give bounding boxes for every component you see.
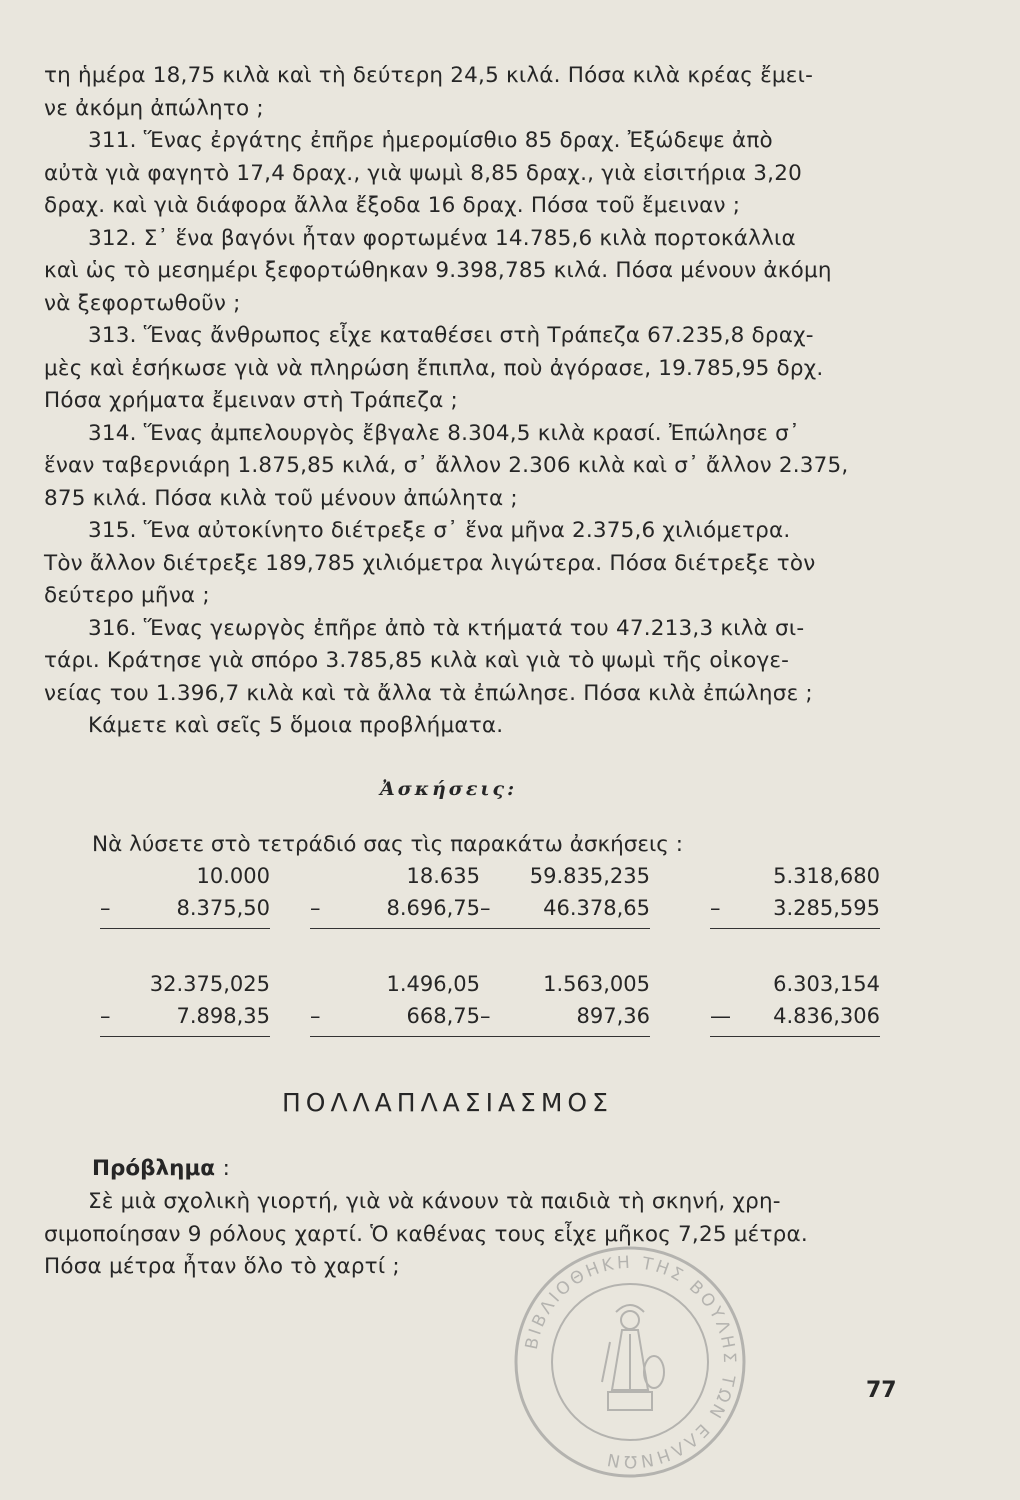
exercise-grid [100, 860, 880, 1060]
minus-sign: – [310, 896, 321, 920]
athena-figure-icon [602, 1305, 664, 1410]
subtraction-exercise [480, 968, 650, 1037]
problems-line: αὐτὰ γιὰ φαγητὸ 17,4 δραχ., γιὰ ψωμὶ 8,85 δραχ., γιὰ εἰσιτήρια 3,20 [44, 160, 802, 186]
minuend: 1.496,05 [386, 972, 480, 996]
problem-label-colon: : [222, 1156, 230, 1181]
problems-line: τη ἡμέρα 18,75 κιλὰ καὶ τὴ δεύτερη 24,5 κιλά. Πόσα κιλὰ κρέας ἔμει- [44, 63, 814, 88]
result-rule [480, 928, 650, 929]
subtrahend: 8.375,50 [176, 896, 270, 920]
minus-sign: – [480, 1004, 491, 1028]
result-rule [710, 928, 880, 929]
page-number: 77 [866, 1378, 897, 1403]
minus-sign: – [100, 896, 111, 920]
result-rule [710, 1036, 880, 1037]
subtrahend: 897,36 [576, 1004, 650, 1028]
problems-line: δραχ. καὶ γιὰ διάφορα ἄλλα ἔξοδα 16 δραχ. Πόσα τοῦ ἔμειναν ; [44, 193, 741, 218]
problems-line: δεύτερο μῆνα ; [44, 583, 210, 608]
subtraction-exercise [710, 968, 880, 1037]
subtrahend: 4.836,306 [773, 1004, 880, 1028]
minus-sign: – [310, 1004, 321, 1028]
subtrahend: 668,75 [406, 1004, 480, 1028]
minus-sign: – [710, 896, 721, 920]
problem-line: Σὲ μιὰ σχολικὴ γιορτή, γιὰ νὰ κάνουν τὰ παιδιὰ τὴ σκηνή, χρη- [88, 1189, 781, 1214]
stamp-text: ΒΙΒΛΙΟΘΗΚΗ ΤΗΣ ΒΟΥΛΗΣ ΤΩΝ ΕΛΛΗΝΩΝ [521, 1252, 740, 1472]
problem-label [92, 1156, 230, 1181]
problem-text [44, 1186, 894, 1284]
problems-line: νὰ ξεφορτωθοῦν ; [44, 290, 241, 316]
problems-line: 315. Ἕνα αὐτοκίνητο διέτρεξε σ᾽ ἕνα μῆνα 2.375,6 χιλιόμετρα. [88, 518, 791, 543]
minus-sign: – [480, 896, 491, 920]
problem-label-text: Πρόβλημα [92, 1156, 216, 1181]
minuend: 59.835,235 [529, 864, 650, 888]
minuend: 6.303,154 [773, 972, 880, 996]
subtraction-exercise [480, 860, 650, 929]
subtraction-exercise [310, 968, 480, 1037]
problem-line: Πόσα μέτρα ἦταν ὅλο τὸ χαρτί ; [44, 1254, 400, 1279]
result-rule [310, 928, 480, 929]
problems-line: τάρι. Κράτησε γιὰ σπόρο 3.785,85 κιλὰ καὶ γιὰ τὸ ψωμὶ τῆς οἰκογε- [44, 648, 790, 673]
minus-sign: — [710, 1004, 731, 1028]
problems-line: νείας του 1.396,7 κιλὰ καὶ τὰ ἄλλα τὰ ἐπώλησε. Πόσα κιλὰ ἐπώλησε ; [44, 680, 813, 706]
minuend: 5.318,680 [773, 864, 880, 888]
minuend: 32.375,025 [149, 972, 270, 996]
problems-line: νε ἀκόμη ἀπώλητο ; [44, 95, 264, 121]
subtrahend: 8.696,75 [386, 896, 480, 920]
minuend: 18.635 [406, 864, 480, 888]
minus-sign: – [100, 1004, 111, 1028]
problems-line: 311. Ἕνας ἐργάτης ἐπῆρε ἡμερομίσθιο 85 δραχ. Ἐξώδεψε ἀπὸ [88, 128, 773, 153]
subtrahend: 46.378,65 [543, 896, 650, 920]
exercises-heading: Ἀσκήσεις: [380, 778, 518, 800]
result-rule [100, 928, 270, 929]
library-stamp [512, 1242, 748, 1482]
section-title: ΠΟΛΛΑΠΛΑΣΙΑΣΜΟΣ [282, 1088, 613, 1117]
problems-block [44, 60, 894, 743]
problem-line: σιμοποίησαν 9 ρόλους χαρτί. Ὁ καθένας τους εἶχε μῆκος 7,25 μέτρα. [44, 1221, 808, 1247]
problems-line: 314. Ἕνας ἀμπελουργὸς ἔβγαλε 8.304,5 κιλὰ κρασί. Ἐπώλησε σ᾽ [88, 420, 800, 446]
problems-line: 316. Ἕνας γεωργὸς ἐπῆρε ἀπὸ τὰ κτήματά του 47.213,3 κιλὰ σι- [88, 615, 805, 641]
subtraction-exercise [310, 860, 480, 929]
minuend: 10.000 [196, 864, 270, 888]
problems-line: Πόσα χρήματα ἔμειναν στὴ Τράπεζα ; [44, 388, 458, 413]
result-rule [310, 1036, 480, 1037]
problems-line: 313. Ἕνας ἄνθρωπος εἶχε καταθέσει στὴ Τράπεζα 67.235,8 δραχ- [88, 323, 814, 348]
problems-line: ἕναν ταβερνιάρη 1.875,85 κιλά, σ᾽ ἄλλον 2.306 κιλὰ καὶ σ᾽ ἄλλον 2.375, [44, 453, 849, 478]
result-rule [480, 1036, 650, 1037]
problems-line: Τὸν ἄλλον διέτρεξε 189,785 χιλιόμετρα λιγώτερα. Πόσα διέτρεξε τὸν [44, 550, 816, 576]
subtrahend: 3.285,595 [773, 896, 880, 920]
problems-line: μὲς καὶ ἐσήκωσε γιὰ νὰ πληρώση ἔπιπλα, ποὺ ἀγόρασε, 19.785,95 δρχ. [44, 355, 824, 381]
problems-line: 312. Σ᾽ ἕνα βαγόνι ἦταν φορτωμένα 14.785,6 κιλὰ πορτοκάλλια [88, 225, 796, 251]
subtraction-exercise [710, 860, 880, 929]
subtraction-exercise [100, 968, 270, 1037]
minuend: 1.563,005 [543, 972, 650, 996]
exercises-instruction: Νὰ λύσετε στὸ τετράδιό σας τὶς παρακάτω ἀσκήσεις : [92, 832, 684, 857]
problems-line: καὶ ὡς τὸ μεσημέρι ξεφορτώθηκαν 9.398,785 κιλά. Πόσα μένουν ἀκόμη [44, 258, 832, 283]
result-rule [100, 1036, 270, 1037]
subtrahend: 7.898,35 [176, 1004, 270, 1028]
subtraction-exercise [100, 860, 270, 929]
problems-line: 875 κιλά. Πόσα κιλὰ τοῦ μένουν ἀπώλητα ; [44, 485, 518, 511]
problems-line: Κάμετε καὶ σεῖς 5 ὅμοια προβλήματα. [88, 713, 504, 738]
